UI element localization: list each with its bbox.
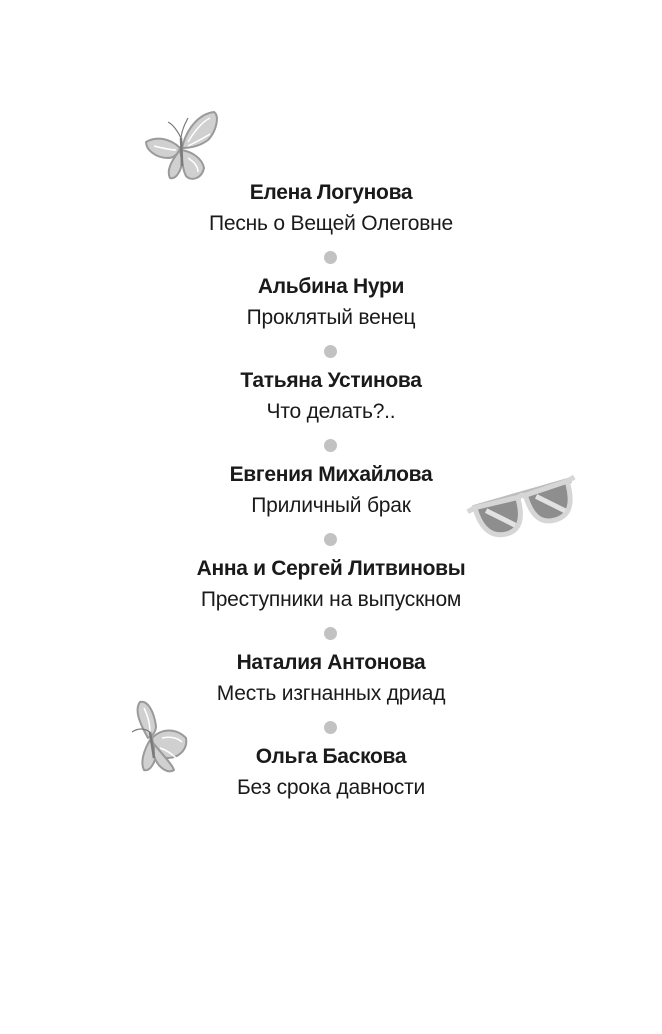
author-name: Елена Логунова xyxy=(249,181,413,204)
separator-dot xyxy=(324,721,337,734)
story-title: Без срока давности xyxy=(236,776,426,799)
table-of-contents xyxy=(0,174,662,832)
separator-dot xyxy=(324,251,337,264)
contents-entry xyxy=(0,268,662,362)
contents-entry xyxy=(0,362,662,456)
author-name: Альбина Нури xyxy=(257,275,405,298)
author-name: Анна и Сергей Литвиновы xyxy=(196,557,466,580)
separator-dot xyxy=(324,533,337,546)
story-title: Приличный брак xyxy=(251,494,411,517)
author-name: Ольга Баскова xyxy=(255,745,407,768)
separator-dot xyxy=(324,439,337,452)
contents-entry xyxy=(0,644,662,738)
story-title: Преступники на выпускном xyxy=(200,588,462,611)
contents-entry xyxy=(0,738,662,832)
separator-dot xyxy=(324,345,337,358)
contents-entry xyxy=(0,550,662,644)
author-name: Наталия Антонова xyxy=(236,651,426,674)
story-title: Что делать?.. xyxy=(266,400,396,423)
story-title: Месть изгнанных дриад xyxy=(216,682,446,705)
story-title: Проклятый венец xyxy=(246,306,416,329)
contents-entry xyxy=(0,174,662,268)
author-name: Евгения Михайлова xyxy=(229,463,433,486)
author-name: Татьяна Устинова xyxy=(240,369,422,392)
contents-entry xyxy=(0,456,662,550)
story-title: Песнь о Вещей Олеговне xyxy=(208,212,454,235)
separator-dot xyxy=(324,627,337,640)
